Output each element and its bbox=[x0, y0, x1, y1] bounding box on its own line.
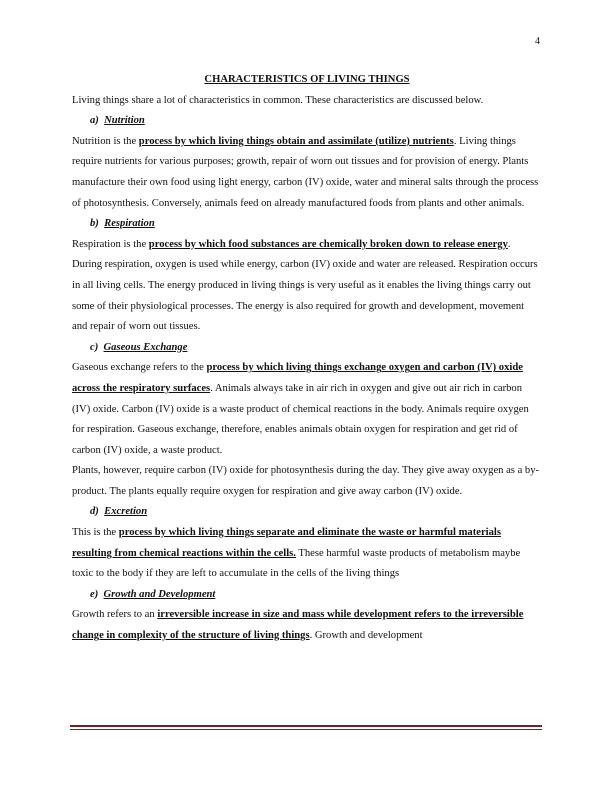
page-title: CHARACTERISTICS OF LIVING THINGS bbox=[204, 74, 410, 85]
paragraph-rest: . Animals always take in air rich in oxygen and give out air rich in carbon (IV) oxide. Carbon (IV) oxide is a waste product of chemical reactions in the body. Animals require oxygen for respiration. Gaseous exchange, therefore, enables animals obtain oxygen for respiration and get rid of carbon (IV) oxide, a waste product. bbox=[72, 382, 529, 456]
section-title: Respiration bbox=[104, 218, 155, 230]
growth-paragraph bbox=[72, 605, 542, 646]
paragraph-lead: Gaseous exchange refers to the bbox=[72, 362, 207, 374]
section-title: Excretion bbox=[104, 506, 148, 518]
section-heading-growth bbox=[72, 585, 542, 606]
excretion-paragraph bbox=[72, 523, 542, 585]
intro-paragraph: Living things share a lot of characteristics in common. These characteristics are discussed below. bbox=[72, 94, 484, 106]
document-body bbox=[72, 70, 542, 647]
section-heading-nutrition bbox=[72, 111, 542, 132]
paragraph-rest: These harmful waste products of metabolism maybe toxic to the body if they are left to accumulate in the cells of the living things bbox=[72, 547, 521, 580]
section-heading-gaseous-exchange bbox=[72, 338, 542, 359]
section-title: Nutrition bbox=[104, 115, 145, 127]
definition-text: process by which living things exchange oxygen and carbon (IV) oxide across the respiratory surfaces bbox=[72, 362, 523, 394]
definition-text: irreversible increase in size and mass while development refers to the irreversible change in complexity of the structure of living things bbox=[72, 609, 524, 642]
section-marker: b) bbox=[90, 218, 99, 230]
section-marker: a) bbox=[90, 115, 99, 127]
section-marker: c) bbox=[90, 341, 99, 353]
section-heading-excretion bbox=[72, 502, 542, 523]
section-title: Gaseous Exchange bbox=[103, 341, 188, 353]
section-marker: d) bbox=[90, 506, 99, 518]
definition-text: process by which living things obtain and assimilate (utilize) nutrients bbox=[138, 135, 454, 147]
plants-paragraph: Plants, however, require carbon (IV) oxide for photosynthesis during the day. They give away oxygen as a by-product. The plants equally require oxygen for respiration and give away carbon (IV) oxide. bbox=[72, 465, 540, 497]
footer-rule-thin bbox=[70, 729, 542, 730]
paragraph-rest: . During respiration, oxygen is used while energy, carbon (IV) oxide and water are released. Respiration occurs in all living cells. The energy produced in living things is very useful as it enables the living things carry out some of their physiological processes. The energy is also required for growth and development, movement and repair of worn out tissues. bbox=[72, 238, 538, 333]
paragraph-lead: Respiration is the bbox=[72, 238, 149, 250]
respiration-paragraph bbox=[72, 235, 542, 338]
paragraph-lead: Nutrition is the bbox=[72, 135, 139, 147]
page-number: 4 bbox=[535, 36, 540, 47]
definition-text: process by which living things separate and eliminate the waste or harmful materials resulting from chemical reactions within the cells. bbox=[72, 527, 501, 559]
paragraph-rest: . Living things require nutrients for various purposes; growth, repair of worn out tissues and for provision of energy. Plants manufacture their own food using light energy, carbon (IV) oxide, water and mineral salts through the process of photosynthesis. Conversely, animals feed on already manufactured foods from plants and other animals. bbox=[72, 135, 539, 209]
nutrition-paragraph bbox=[72, 132, 542, 214]
paragraph-lead: This is the bbox=[72, 527, 119, 539]
section-heading-respiration bbox=[72, 214, 542, 235]
gaseous-exchange-paragraph bbox=[72, 358, 542, 461]
paragraph-lead: Growth refers to an bbox=[72, 609, 158, 621]
section-marker: e) bbox=[90, 588, 99, 600]
footer-rule bbox=[70, 725, 542, 727]
definition-text: process by which food substances are chemically broken down to release energy bbox=[148, 238, 508, 250]
section-title: Growth and Development bbox=[103, 588, 216, 600]
paragraph-rest: . Growth and development bbox=[309, 630, 423, 642]
